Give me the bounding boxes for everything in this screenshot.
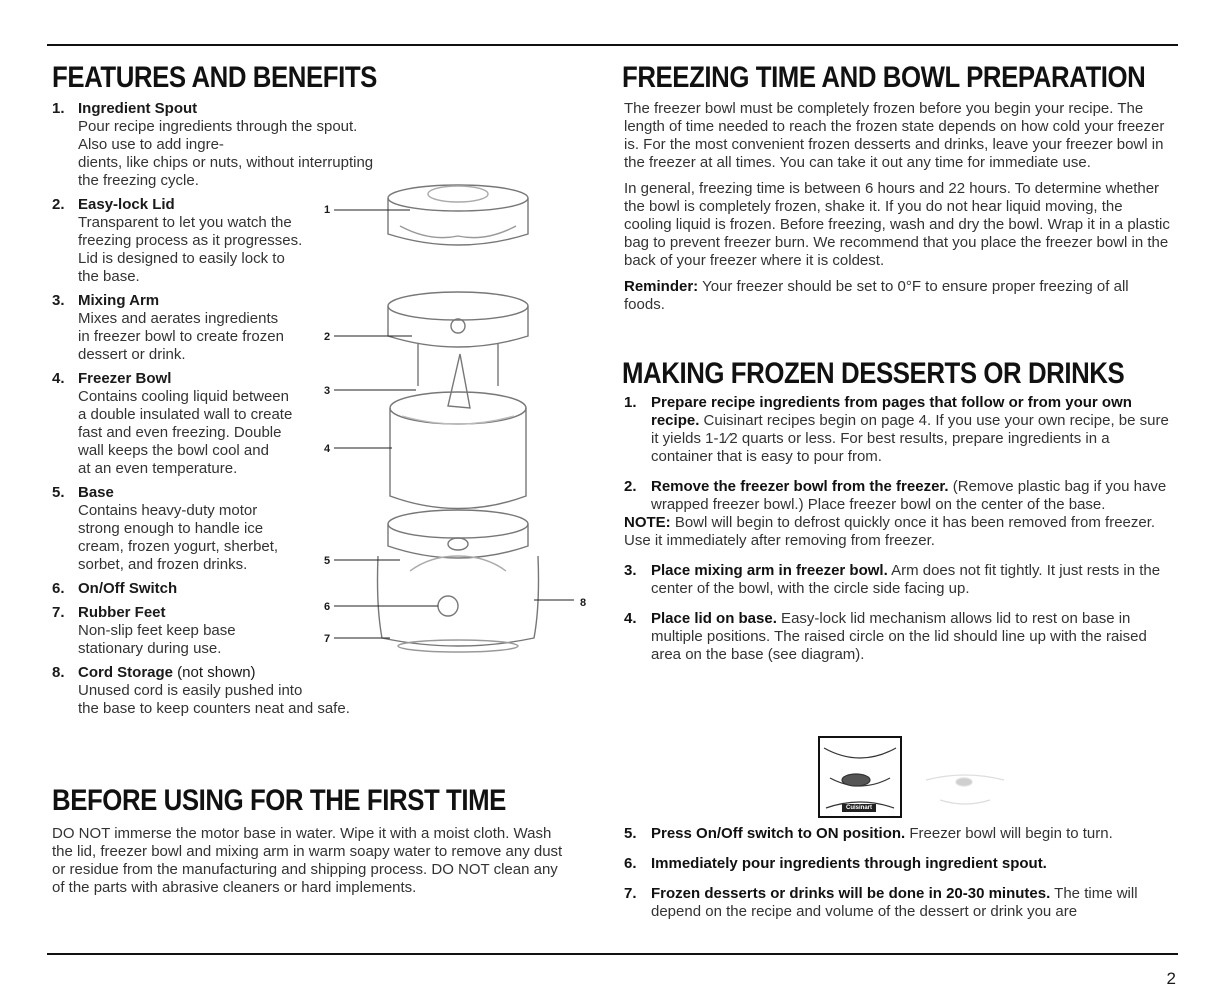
feature-desc-line: Non-slip feet keep base <box>78 622 236 639</box>
feature-desc-line: Pour recipe ingredients through the spout. Also use to add ingre- <box>78 118 358 153</box>
step-5: 5. Press On/Off switch to ON position. Freezer bowl will begin to turn. <box>624 825 1113 842</box>
feature-item <box>52 664 382 718</box>
machine-diagram <box>320 176 600 656</box>
feature-desc-line: the base. <box>78 268 140 285</box>
before-text: DO NOT immerse the motor base in water. Wipe it with a moist cloth. Wash the lid, freezer bowl and mixing arm in warm soapy water to remove any dust or residue from the manufacturing and shipping process. DO NOT clean any of the parts with abrasive cleaners or hard implements. <box>52 825 563 896</box>
feature-title: Mixing Arm <box>78 292 160 309</box>
step-1: 1. Prepare recipe ingredients from pages that follow or from your own recipe. Cuisinart recipes begin on page 4. If you use your own recipe, be sure it yields 1-1⁄2 quarts or less. For best results, prepare ingredients in a container that is easy to pour from. <box>624 394 1169 465</box>
top-rule <box>47 44 1178 46</box>
feature-desc-line: freezing process as it progresses. <box>78 232 303 249</box>
reminder-text: Your freezer should be set to 0°F to ensure proper freezing of all foods. <box>624 278 1129 313</box>
feature-desc-line: cream, frozen yogurt, sherbet, <box>78 538 279 555</box>
making-title: MAKING FROZEN DESSERTS OR DRINKS <box>622 357 1125 390</box>
feature-title: Freezer Bowl <box>78 370 172 387</box>
feature-desc-line: Contains cooling liquid between <box>78 388 289 405</box>
step-3: 3. Place mixing arm in freezer bowl. Arm does not fit tightly. It just rests in the center of the bowl, with the circle side facing up. <box>624 562 1161 597</box>
reminder-label: Reminder: <box>624 278 699 295</box>
step-7: 7. Frozen desserts or drinks will be done in 20-30 minutes. The time will depend on the recipe and volume of the dessert or drink you are <box>624 885 1138 920</box>
before-title: BEFORE USING FOR THE FIRST TIME <box>52 784 506 817</box>
callout-8: 8 <box>580 597 587 609</box>
feature-desc-line: at an even temperature. <box>78 460 238 477</box>
feature-number: 8. <box>52 664 65 681</box>
feature-desc-line: wall keeps the bowl cool and <box>78 442 269 459</box>
feature-desc-line: Unused cord is easily pushed into <box>78 682 303 699</box>
feature-title: Ingredient Spout <box>78 100 198 117</box>
feature-desc-line: Mixes and aerates ingredients <box>78 310 279 327</box>
page-number: 2 <box>1166 969 1176 988</box>
feature-desc-line: dients, like chips or nuts, without interrupting the freezing cycle. <box>78 154 374 189</box>
feature-desc-line: strong enough to handle ice <box>78 520 264 537</box>
freezing-paragraph-2: In general, freezing time is between 6 hours and 22 hours. To determine whether the bowl is completely frozen, shake it. If you do not hear liquid moving, the cooling liquid is frozen. Before freezing, wash and dry the bowl. Wrap it in a plastic bag to prevent freezer burn. We recommend that you place the freezer bowl in the back of your freezer where it is coldest. <box>624 180 1170 269</box>
callout-4: 4 <box>324 443 331 455</box>
step-6: 6. Immediately pour ingredients through ingredient spout. <box>624 855 1047 872</box>
feature-desc-line: in freezer bowl to create frozen <box>78 328 284 345</box>
feature-title: Rubber Feet <box>78 604 166 621</box>
step-2: 2. Remove the freezer bowl from the freezer. (Remove plastic bag if you have wrapped freezer bowl.) Place freezer bowl on the center of the base. <box>624 478 1167 513</box>
note <box>624 514 1172 550</box>
features-title: FEATURES AND BENEFITS <box>52 61 377 94</box>
callout-3: 3 <box>324 385 331 397</box>
callout-2: 2 <box>324 331 331 343</box>
brand-label: Cuisinart <box>846 805 873 811</box>
freezing-section <box>624 100 1172 322</box>
callout-7: 7 <box>324 633 331 645</box>
step-4: 4. Place lid on base. Easy-lock lid mechanism allows lid to rest on base in multiple positions. The raised circle on the lid should line up with the raised area on the base (see diagram). <box>624 610 1147 663</box>
feature-desc-line: Lid is designed to easily lock to <box>78 250 285 267</box>
feature-number: 1. <box>52 100 65 117</box>
feature-desc-line: dessert or drink. <box>78 346 186 363</box>
feature-number: 5. <box>52 484 65 501</box>
making-steps-b <box>624 825 1172 929</box>
feature-number: 3. <box>52 292 65 309</box>
feature-desc-line: a double insulated wall to create <box>78 406 293 423</box>
feature-title: Easy-lock Lid <box>78 196 175 213</box>
feature-desc-line: sorbet, and frozen drinks. <box>78 556 248 573</box>
feature-desc-line: Transparent to let you watch the <box>78 214 292 231</box>
freezing-paragraph-1: The freezer bowl must be completely frozen before you begin your recipe. The length of time needed to reach the frozen state depends on how cold your freezer is. For the most convenient frozen desserts and drinks, leave your freezer bowl in the freezer at all times. You can take it out any time for immediate use. <box>624 100 1165 171</box>
feature-title: Cord Storage (not shown) <box>78 664 256 681</box>
lid-alignment-diagram <box>818 736 902 818</box>
feature-number: 4. <box>52 370 65 387</box>
note-label: NOTE: <box>624 514 671 531</box>
callout-5: 5 <box>324 555 331 567</box>
feature-title: Base <box>78 484 114 501</box>
feature-title: On/Off Switch <box>78 580 178 597</box>
lid-alignment-faded-diagram <box>920 760 1010 810</box>
making-steps-a <box>624 394 1172 672</box>
feature-desc-line: fast and even freezing. Double <box>78 424 282 441</box>
reminder <box>624 278 1172 314</box>
bottom-rule <box>47 953 1178 955</box>
freezing-title: FREEZING TIME AND BOWL PREPARATION <box>622 61 1146 94</box>
feature-number: 6. <box>52 580 65 597</box>
feature-desc-line: Contains heavy-duty motor <box>78 502 258 519</box>
feature-number: 7. <box>52 604 65 621</box>
feature-desc-line: the base to keep counters neat and safe. <box>78 700 350 717</box>
feature-desc-line: stationary during use. <box>78 640 222 657</box>
feature-number: 2. <box>52 196 65 213</box>
callout-1: 1 <box>324 204 331 216</box>
note-text: Bowl will begin to defrost quickly once it has been removed from freezer. Use it immediately after removing from freezer. <box>624 514 1156 549</box>
callout-6: 6 <box>324 601 331 613</box>
